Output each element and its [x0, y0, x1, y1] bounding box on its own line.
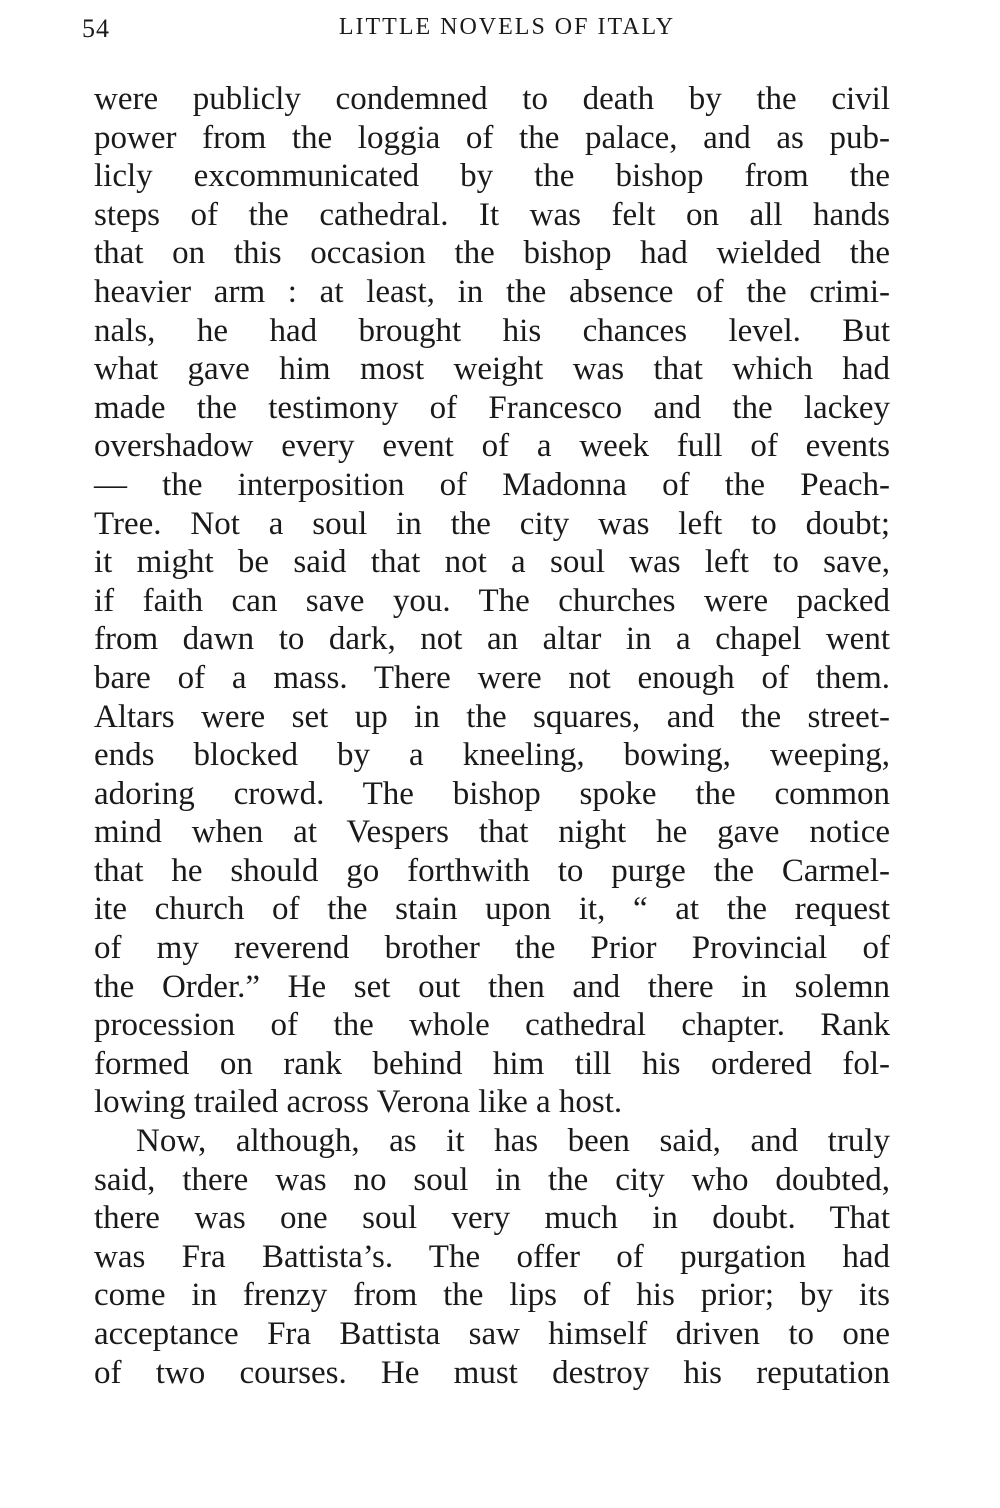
text-line: bare of a mass. There were not enough of them. — [94, 659, 890, 696]
text-line: mind when at Vespers that night he gave notice — [94, 814, 890, 851]
text-line: the Order.” He set out then and there in solemn — [94, 968, 890, 1005]
text-line: power from the loggia of the palace, and as pub- — [94, 119, 890, 156]
text-line: made the testimony of Francesco and the lackey — [94, 389, 890, 426]
text-line: there was one soul very much in doubt. That — [94, 1200, 890, 1237]
running-title: LITTLE NOVELS OF ITALY — [338, 14, 676, 40]
text-line: ends blocked by a kneeling, bowing, weeping, — [94, 737, 890, 774]
text-line: licly excommunicated by the bishop from the — [94, 158, 890, 195]
text-line: of my reverend brother the Prior Provincial of — [94, 930, 890, 967]
text-line: procession of the whole cathedral chapter. Rank — [94, 1007, 890, 1044]
text-line: steps of the cathedral. It was felt on all hands — [94, 196, 890, 233]
text-line: Now, although, as it has been said, and truly — [136, 1123, 890, 1160]
text-line: Tree. Not a soul in the city was left to doubt; — [94, 505, 890, 542]
text-line: formed on rank behind him till his ordered fol- — [94, 1045, 890, 1082]
text-line: — the interposition of Madonna of the Peach- — [94, 466, 890, 503]
text-line: heavier arm : at least, in the absence of the crimi- — [94, 273, 890, 310]
text-line: adoring crowd. The bishop spoke the common — [94, 775, 890, 812]
text-line: nals, he had brought his chances level. But — [94, 312, 890, 349]
text-line: if faith can save you. The churches were packed — [94, 582, 890, 619]
page-number: 54 — [82, 14, 110, 43]
text-line: were publicly condemned to death by the civil — [94, 81, 890, 117]
body-text — [94, 80, 890, 1392]
text-line: that he should go forthwith to purge the Carmel- — [94, 852, 890, 889]
text-line: it might be said that not a soul was left to save, — [94, 544, 890, 581]
text-line: what gave him most weight was that which had — [94, 351, 890, 388]
text-line: overshadow every event of a week full of events — [94, 428, 890, 465]
text-line: from dawn to dark, not an altar in a chapel went — [94, 621, 890, 658]
text-line: said, there was no soul in the city who doubted, — [94, 1161, 890, 1198]
text-line: ite church of the stain upon it, “ at the request — [94, 891, 890, 928]
text-line: that on this occasion the bishop had wielded the — [94, 235, 890, 272]
text-line: of two courses. He must destroy his reputation — [94, 1354, 890, 1391]
text-line: Altars were set up in the squares, and the street- — [94, 698, 890, 735]
text-line: come in frenzy from the lips of his prior; by its — [94, 1277, 890, 1314]
text-line: lowing trailed across Verona like a host. — [94, 1084, 623, 1121]
page-header — [82, 14, 892, 48]
text-line: acceptance Fra Battista saw himself driven to one — [94, 1316, 890, 1352]
text-line: was Fra Battista’s. The offer of purgation had — [94, 1238, 890, 1275]
